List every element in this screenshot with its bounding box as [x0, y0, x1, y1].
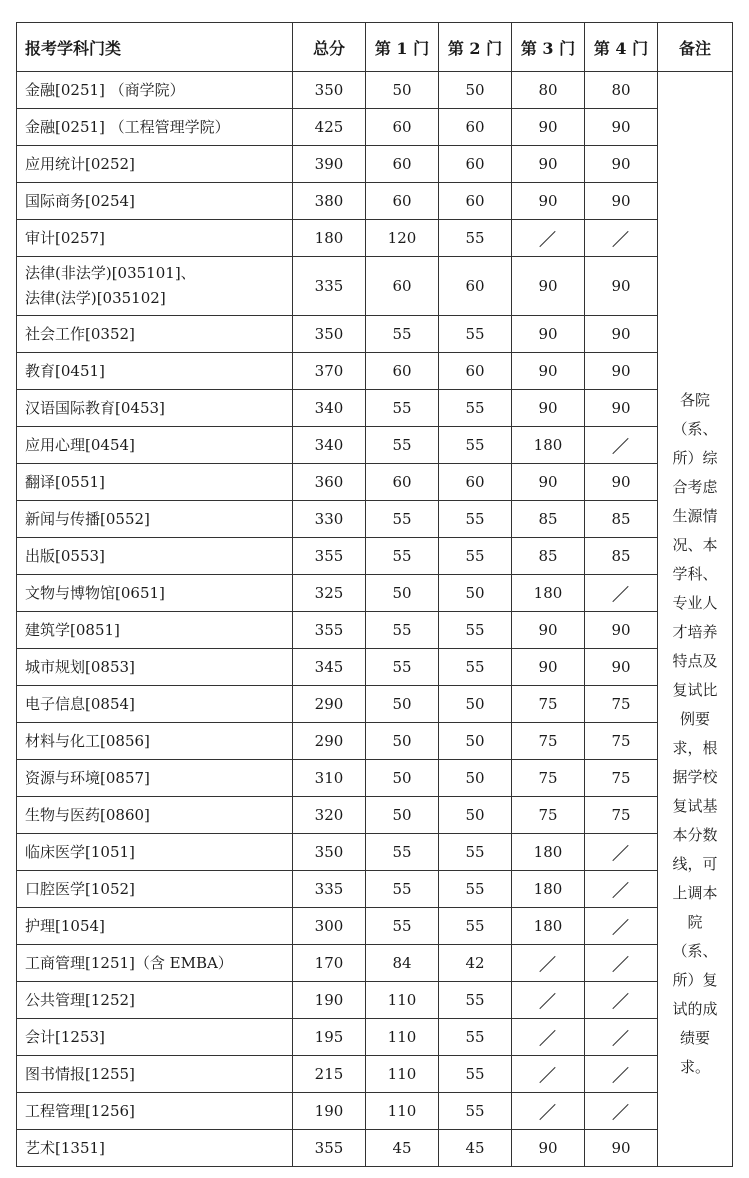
- total-score-cell: 340: [293, 390, 366, 427]
- table-row: [17, 353, 733, 390]
- score-cell-s4: 85: [585, 501, 658, 538]
- table-row: [17, 1056, 733, 1093]
- not-applicable-slash: [539, 992, 557, 1010]
- subject-name: 应用心理[0454]: [25, 435, 135, 454]
- score-cell-s2: 50: [439, 797, 512, 834]
- score-cell-s3: 90: [512, 146, 585, 183]
- table-row: [17, 982, 733, 1019]
- table-row: [17, 723, 733, 760]
- score-cell-s2: 55: [439, 427, 512, 464]
- total-score-cell: 350: [293, 72, 366, 109]
- score-line-table: [16, 22, 733, 1167]
- total-score-cell: 335: [293, 257, 366, 316]
- table-row: [17, 871, 733, 908]
- total-score-cell: 325: [293, 575, 366, 612]
- total-score-cell: 390: [293, 146, 366, 183]
- not-applicable-slash: [612, 1066, 630, 1084]
- score-cell-s4: [585, 220, 658, 257]
- table-row: [17, 649, 733, 686]
- score-cell-s4: 90: [585, 390, 658, 427]
- score-cell-s4: 75: [585, 797, 658, 834]
- subject-name: 法律(法学)[035102]: [25, 289, 166, 307]
- subject-name: 公共管理[1252]: [25, 990, 135, 1009]
- score-cell-s2: 55: [439, 649, 512, 686]
- table-row: [17, 908, 733, 945]
- score-cell-s1: 60: [366, 464, 439, 501]
- table-row: [17, 797, 733, 834]
- total-score-cell: 300: [293, 908, 366, 945]
- subject-name: 汉语国际教育[0453]: [25, 398, 165, 417]
- score-cell-s2: 55: [439, 908, 512, 945]
- subject-name: 艺术[1351]: [25, 1138, 105, 1157]
- table-row: [17, 464, 733, 501]
- total-score-cell: 290: [293, 723, 366, 760]
- subject-cell: [17, 723, 293, 760]
- score-cell-s3: [512, 1019, 585, 1056]
- header-subject: 报考学科门类: [17, 23, 293, 72]
- score-cell-s4: 90: [585, 612, 658, 649]
- subject-name: 城市规划[0853]: [25, 657, 135, 676]
- subject-name: 教育[0451]: [25, 361, 105, 380]
- subject-cell: [17, 501, 293, 538]
- subject-cell: [17, 945, 293, 982]
- subject-cell: [17, 1019, 293, 1056]
- score-cell-s3: 75: [512, 797, 585, 834]
- subject-name: 护理[1054]: [25, 916, 105, 935]
- subject-cell: [17, 146, 293, 183]
- not-applicable-slash: [539, 230, 557, 248]
- score-cell-s2: 50: [439, 686, 512, 723]
- not-applicable-slash: [539, 955, 557, 973]
- score-cell-s4: [585, 834, 658, 871]
- subject-name: 电子信息[0854]: [25, 694, 135, 713]
- score-cell-s2: 60: [439, 464, 512, 501]
- subject-cell: [17, 72, 293, 109]
- score-cell-s4: 75: [585, 760, 658, 797]
- header-total: 总分: [293, 23, 366, 72]
- score-cell-s1: 55: [366, 649, 439, 686]
- score-cell-s4: 90: [585, 353, 658, 390]
- score-cell-s4: [585, 982, 658, 1019]
- score-cell-s4: 75: [585, 723, 658, 760]
- subject-cell: [17, 612, 293, 649]
- score-cell-s1: 55: [366, 612, 439, 649]
- subject-name: 图书情报[1255]: [25, 1064, 135, 1083]
- score-cell-s1: 50: [366, 797, 439, 834]
- subject-name: 翻译[0551]: [25, 472, 105, 491]
- score-cell-s2: 45: [439, 1130, 512, 1167]
- score-cell-s4: [585, 575, 658, 612]
- score-cell-s2: 55: [439, 982, 512, 1019]
- subject-name: 国际商务[0254]: [25, 191, 135, 210]
- total-score-cell: 380: [293, 183, 366, 220]
- score-cell-s3: 90: [512, 649, 585, 686]
- subject-name: 应用统计[0252]: [25, 154, 135, 173]
- score-cell-s1: 120: [366, 220, 439, 257]
- score-cell-s4: 90: [585, 146, 658, 183]
- not-applicable-slash: [612, 585, 630, 603]
- subject-name: 文物与博物馆[0651]: [25, 583, 165, 602]
- score-cell-s1: 110: [366, 1093, 439, 1130]
- subject-name: 金融[0251] （工程管理学院）: [25, 117, 230, 136]
- not-applicable-slash: [612, 918, 630, 936]
- subject-name: 材料与化工[0856]: [25, 731, 150, 750]
- score-cell-s2: 55: [439, 220, 512, 257]
- score-cell-s1: 50: [366, 575, 439, 612]
- table-row: [17, 612, 733, 649]
- table-row: [17, 109, 733, 146]
- subject-cell: [17, 464, 293, 501]
- table-row: [17, 686, 733, 723]
- total-score-cell: 330: [293, 501, 366, 538]
- not-applicable-slash: [612, 992, 630, 1010]
- score-cell-s1: 55: [366, 834, 439, 871]
- score-cell-s3: 90: [512, 464, 585, 501]
- score-cell-s4: 90: [585, 464, 658, 501]
- score-cell-s2: 55: [439, 1019, 512, 1056]
- subject-cell: [17, 390, 293, 427]
- total-score-cell: 370: [293, 353, 366, 390]
- table-row: [17, 760, 733, 797]
- total-score-cell: 215: [293, 1056, 366, 1093]
- subject-cell: [17, 109, 293, 146]
- subject-cell: [17, 982, 293, 1019]
- table-row: [17, 257, 733, 316]
- subject-cell: [17, 257, 293, 316]
- table-row: [17, 834, 733, 871]
- score-cell-s2: 55: [439, 316, 512, 353]
- remark-text: 各院（系、所）综合考虑生源情况、本学科、专业人才培养特点及复试比例要求，根据学校复试基本分数线，可上调本院（系、所）复试的成绩要求。: [672, 391, 718, 1076]
- not-applicable-slash: [612, 1029, 630, 1047]
- score-cell-s2: 55: [439, 501, 512, 538]
- header-subject-3: 第 3 门: [512, 23, 585, 72]
- score-cell-s1: 55: [366, 427, 439, 464]
- score-cell-s1: 60: [366, 257, 439, 316]
- score-cell-s3: [512, 945, 585, 982]
- score-cell-s4: [585, 1056, 658, 1093]
- total-score-cell: 355: [293, 1130, 366, 1167]
- score-cell-s1: 45: [366, 1130, 439, 1167]
- score-cell-s1: 110: [366, 1056, 439, 1093]
- total-score-cell: 320: [293, 797, 366, 834]
- score-cell-s3: 180: [512, 871, 585, 908]
- score-cell-s4: 75: [585, 686, 658, 723]
- score-cell-s3: 80: [512, 72, 585, 109]
- score-cell-s1: 84: [366, 945, 439, 982]
- score-cell-s1: 50: [366, 72, 439, 109]
- total-score-cell: 355: [293, 612, 366, 649]
- total-score-cell: 190: [293, 1093, 366, 1130]
- score-cell-s2: 55: [439, 871, 512, 908]
- subject-name: 金融[0251] （商学院）: [25, 80, 185, 99]
- score-cell-s1: 55: [366, 908, 439, 945]
- score-cell-s2: 50: [439, 723, 512, 760]
- score-cell-s1: 50: [366, 723, 439, 760]
- not-applicable-slash: [539, 1103, 557, 1121]
- score-cell-s3: 180: [512, 575, 585, 612]
- total-score-cell: 360: [293, 464, 366, 501]
- score-cell-s2: 55: [439, 612, 512, 649]
- subject-name: 口腔医学[1052]: [25, 879, 135, 898]
- score-cell-s3: [512, 1093, 585, 1130]
- score-cell-s4: 90: [585, 257, 658, 316]
- score-cell-s3: [512, 220, 585, 257]
- subject-name: 工程管理[1256]: [25, 1101, 135, 1120]
- score-cell-s1: 110: [366, 1019, 439, 1056]
- subject-cell: [17, 353, 293, 390]
- score-cell-s3: 90: [512, 109, 585, 146]
- table-row: [17, 72, 733, 109]
- score-cell-s2: 60: [439, 146, 512, 183]
- subject-cell: [17, 871, 293, 908]
- score-cell-s3: 75: [512, 723, 585, 760]
- table-row: [17, 1093, 733, 1130]
- table-row: [17, 1019, 733, 1056]
- score-cell-s3: 90: [512, 612, 585, 649]
- score-cell-s3: 90: [512, 390, 585, 427]
- score-cell-s1: 60: [366, 146, 439, 183]
- subject-cell: [17, 575, 293, 612]
- score-cell-s4: 90: [585, 649, 658, 686]
- total-score-cell: 335: [293, 871, 366, 908]
- score-cell-s1: 55: [366, 390, 439, 427]
- score-cell-s3: 180: [512, 834, 585, 871]
- subject-name: 建筑学[0851]: [25, 620, 120, 639]
- subject-cell: [17, 1093, 293, 1130]
- score-cell-s3: 90: [512, 353, 585, 390]
- score-cell-s4: 90: [585, 1130, 658, 1167]
- total-score-cell: 170: [293, 945, 366, 982]
- not-applicable-slash: [612, 437, 630, 455]
- subject-name: 出版[0553]: [25, 546, 105, 565]
- score-cell-s2: 50: [439, 575, 512, 612]
- subject-name: 生物与医药[0860]: [25, 805, 150, 824]
- score-cell-s1: 50: [366, 760, 439, 797]
- not-applicable-slash: [612, 230, 630, 248]
- subject-name: 社会工作[0352]: [25, 324, 135, 343]
- score-cell-s2: 55: [439, 390, 512, 427]
- table-row: [17, 1130, 733, 1167]
- table-row: [17, 220, 733, 257]
- subject-cell: [17, 1130, 293, 1167]
- subject-cell: [17, 686, 293, 723]
- subject-name: 审计[0257]: [25, 228, 105, 247]
- total-score-cell: 355: [293, 538, 366, 575]
- subject-name: 工商管理[1251]（含 EMBA）: [25, 953, 233, 972]
- score-cell-s4: 90: [585, 109, 658, 146]
- score-cell-s2: 55: [439, 538, 512, 575]
- score-cell-s2: 50: [439, 760, 512, 797]
- total-score-cell: 195: [293, 1019, 366, 1056]
- score-cell-s3: 90: [512, 183, 585, 220]
- score-cell-s2: 60: [439, 109, 512, 146]
- table-body: [17, 72, 733, 1167]
- subject-name: 法律(非法学)[035101]、: [25, 264, 196, 282]
- total-score-cell: 425: [293, 109, 366, 146]
- subject-cell: [17, 1056, 293, 1093]
- remark-cell: [658, 72, 733, 1167]
- score-cell-s1: 60: [366, 353, 439, 390]
- score-cell-s4: [585, 1093, 658, 1130]
- score-cell-s4: 85: [585, 538, 658, 575]
- not-applicable-slash: [612, 1103, 630, 1121]
- score-cell-s4: 90: [585, 316, 658, 353]
- subject-cell: [17, 908, 293, 945]
- subject-cell: [17, 316, 293, 353]
- score-cell-s2: 42: [439, 945, 512, 982]
- header-remark: 备注: [658, 23, 733, 72]
- table-row: [17, 501, 733, 538]
- score-cell-s4: [585, 871, 658, 908]
- score-cell-s1: 60: [366, 109, 439, 146]
- total-score-cell: 350: [293, 316, 366, 353]
- score-cell-s4: [585, 1019, 658, 1056]
- subject-cell: [17, 760, 293, 797]
- header-row: [17, 23, 733, 72]
- header-subject-4: 第 4 门: [585, 23, 658, 72]
- score-cell-s2: 60: [439, 353, 512, 390]
- score-cell-s1: 60: [366, 183, 439, 220]
- table-row: [17, 316, 733, 353]
- subject-cell: [17, 183, 293, 220]
- not-applicable-slash: [612, 881, 630, 899]
- score-cell-s3: 180: [512, 908, 585, 945]
- score-cell-s4: [585, 945, 658, 982]
- header-subject-1: 第 1 门: [366, 23, 439, 72]
- score-cell-s2: 55: [439, 834, 512, 871]
- score-cell-s2: 60: [439, 183, 512, 220]
- subject-name: 会计[1253]: [25, 1027, 105, 1046]
- score-cell-s2: 55: [439, 1093, 512, 1130]
- total-score-cell: 345: [293, 649, 366, 686]
- score-cell-s3: 75: [512, 686, 585, 723]
- score-cell-s3: 90: [512, 257, 585, 316]
- subject-cell: [17, 649, 293, 686]
- subject-name: 新闻与传播[0552]: [25, 509, 150, 528]
- score-cell-s1: 55: [366, 538, 439, 575]
- total-score-cell: 350: [293, 834, 366, 871]
- subject-cell: [17, 834, 293, 871]
- total-score-cell: 310: [293, 760, 366, 797]
- score-cell-s4: [585, 427, 658, 464]
- table-row: [17, 427, 733, 464]
- score-cell-s4: [585, 908, 658, 945]
- total-score-cell: 180: [293, 220, 366, 257]
- score-cell-s3: 90: [512, 316, 585, 353]
- total-score-cell: 190: [293, 982, 366, 1019]
- score-cell-s3: 85: [512, 538, 585, 575]
- score-cell-s3: 90: [512, 1130, 585, 1167]
- subject-cell: [17, 220, 293, 257]
- score-cell-s1: 55: [366, 316, 439, 353]
- header-subject-2: 第 2 门: [439, 23, 512, 72]
- table-row: [17, 945, 733, 982]
- score-cell-s1: 55: [366, 871, 439, 908]
- not-applicable-slash: [539, 1029, 557, 1047]
- table-row: [17, 146, 733, 183]
- score-cell-s1: 50: [366, 686, 439, 723]
- table-row: [17, 575, 733, 612]
- score-cell-s3: [512, 982, 585, 1019]
- score-cell-s1: 110: [366, 982, 439, 1019]
- score-cell-s4: 80: [585, 72, 658, 109]
- table-row: [17, 183, 733, 220]
- score-cell-s3: [512, 1056, 585, 1093]
- score-cell-s3: 75: [512, 760, 585, 797]
- subject-cell: [17, 797, 293, 834]
- score-cell-s2: 50: [439, 72, 512, 109]
- table-row: [17, 538, 733, 575]
- score-cell-s1: 55: [366, 501, 439, 538]
- not-applicable-slash: [612, 955, 630, 973]
- not-applicable-slash: [539, 1066, 557, 1084]
- table-row: [17, 390, 733, 427]
- score-cell-s2: 55: [439, 1056, 512, 1093]
- total-score-cell: 290: [293, 686, 366, 723]
- subject-cell: [17, 538, 293, 575]
- score-cell-s4: 90: [585, 183, 658, 220]
- subject-cell: [17, 427, 293, 464]
- subject-name: 临床医学[1051]: [25, 842, 135, 861]
- score-cell-s2: 60: [439, 257, 512, 316]
- score-cell-s3: 85: [512, 501, 585, 538]
- total-score-cell: 340: [293, 427, 366, 464]
- score-cell-s3: 180: [512, 427, 585, 464]
- not-applicable-slash: [612, 844, 630, 862]
- subject-name: 资源与环境[0857]: [25, 768, 150, 787]
